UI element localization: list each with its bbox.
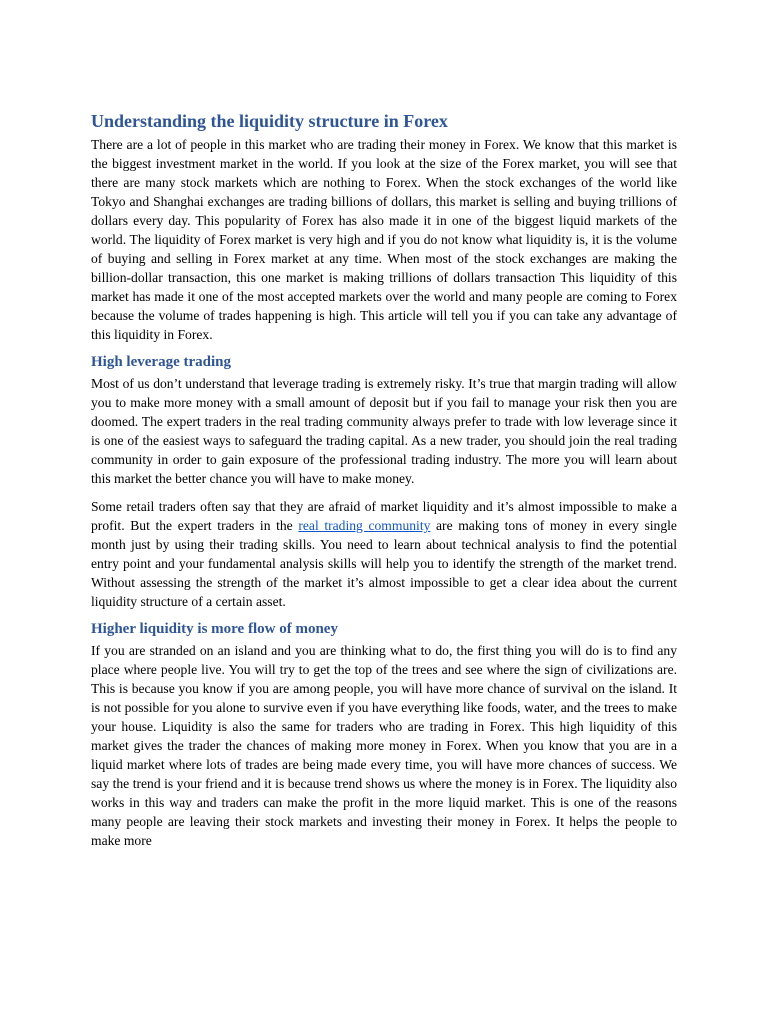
- real-trading-community-link[interactable]: real trading community: [298, 518, 431, 533]
- section1-paragraph-2: [91, 497, 677, 611]
- section-heading-high-leverage: High leverage trading: [91, 354, 231, 370]
- intro-paragraph: There are a lot of people in this market who are trading their money in Forex. We know that this market is the biggest investment market in the world. If you look at the size of the Forex market, you will see that there are many stock markets which are nothing to Forex. When the stock exchanges of the world like Tokyo and Shanghai exchanges are trading billions of dollars, this market is selling and buying trillions of dollars every day. This popularity of Forex has also made it in one of the biggest liquid markets of the world. The liquidity of Forex market is very high and if you do not know what liquidity is, it is the volume of buying and selling in Forex market at any time. When most of the stock exchanges are making the billion-dollar transaction, this one market is making trillions of dollars transaction This liquidity of this market has made it one of the most accepted markets over the world and many people are coming to Forex because the volume of trades happening is high. This article will tell you if you can take any advantage of this liquidity in Forex.: [91, 137, 677, 342]
- section-heading-higher-liquidity: Higher liquidity is more flow of money: [91, 621, 338, 637]
- document-title: Understanding the liquidity structure in Forex: [91, 111, 448, 131]
- document-body: [91, 110, 677, 850]
- para2-text-after: are making tons of money in every single month just by using their trading skills. You need to learn about technical analysis to find the potential entry point and your fundamental analysis skills will help you to identify the strength of the market trend. Without assessing the strength of the market it’s almost impossible to get a clear idea about the current liquidity structure of a certain asset.: [91, 518, 677, 609]
- para2-text-before: Some retail traders often say that they are afraid of market liquidity and it’s almost impossible to make a profit. But the expert traders in the: [91, 499, 677, 533]
- section1-paragraph-1: Most of us don’t understand that leverage trading is extremely risky. It’s true that margin trading will allow you to make more money with a small amount of deposit but if you fail to manage your risk then you are doomed. The expert traders in the real trading community always prefer to trade with low leverage since it is one of the easiest ways to safeguard the trading capital. As a new trader, you should join the real trading community in order to gain exposure of the professional trading industry. The more you will learn about this market the better chance you will have to make money.: [91, 376, 677, 486]
- section2-paragraph-1: If you are stranded on an island and you are thinking what to do, the first thing you will do is to find any place where people live. You will try to get the top of the trees and see where the sign of civilizations are. This is because you know if you are among people, you will have more chance of survival on the island. It is not possible for you alone to survive even if you have everything like foods, water, and the trees to make your house. Liquidity is also the same for traders who are trading in Forex. This high liquidity of this market gives the trader the chances of making more money in Forex. When you know that you are in a liquid market where lots of trades are being made every time, you will have more chances of success. We say the trend is your friend and it is because trend shows us where the money is in Forex. The liquidity also works in this way and traders can make the profit in the more liquid market. This is one of the reasons many people are leaving their stock markets and investing their money in Forex. It helps the people to make more: [91, 643, 677, 848]
